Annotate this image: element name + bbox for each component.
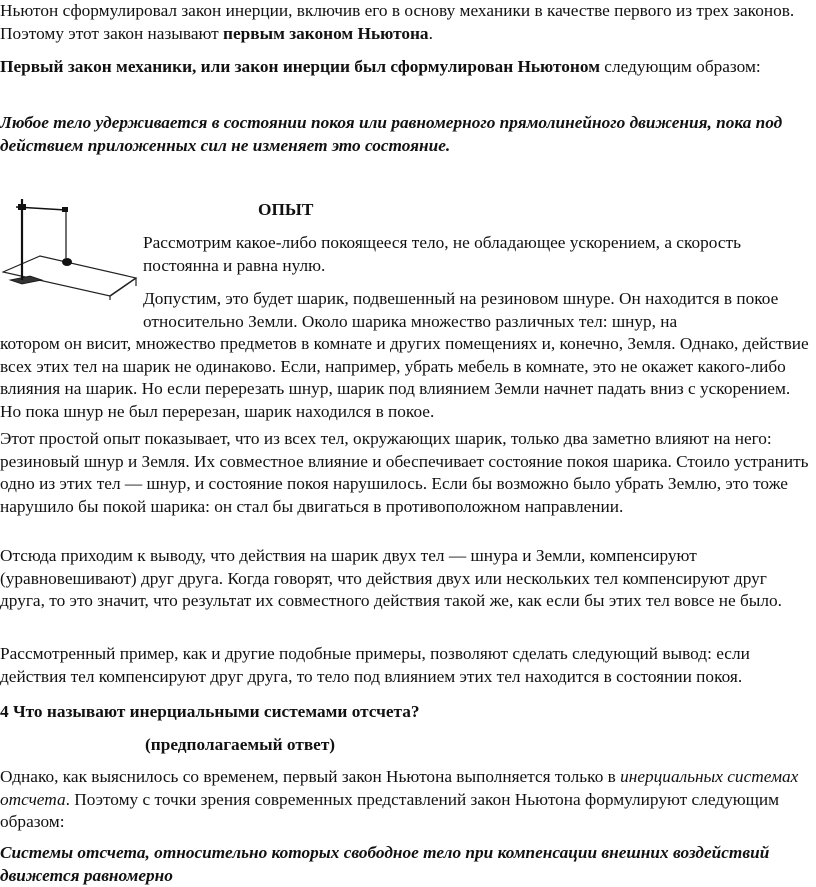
law-intro-bold: Первый закон механики, или закон инерции был сформулирован Ньютоном [0,57,600,76]
inertial-frames-paragraph: Однако, как выяснилось со временем, первый закон Ньютона выполняется только в инерциальных системах отсчета. Поэтому с точки зрения современных представлений закон Ньютона формулируют следующим образом: [0,767,799,832]
experiment-heading: ОПЫТ [258,200,314,219]
experiment-paragraph-2-rest: котором он висит, множество предметов в комнате и других помещениях и, конечно, Земля. Однако, действие всех этих тел на шарик не одинаково. Если, например, убрать мебель в комнате, это не окажет какого-либо влияния на шарик. Но если перерезать шнур, шарик под влиянием Земли начнет падать вниз с ускорением. Но пока шнур не был перерезан, шарик находился в покое. [0,334,809,421]
inertial-frames-definition: Системы отсчета, относительно которых свободное тело при компенсации внешних воздействий движется равномерно [0,843,770,885]
experiment-paragraph-2-start: Допустим, это будет шарик, подвешенный на резиновом шнуре. Он находится в покое относительно Земли. Около шарика множество различных тел: шнур, на [143,289,779,331]
conclusion-paragraph-2: Отсюда приходим к выводу, что действия на шарик двух тел — шнура и Земли, компенсируют (уравновешивают) друг друга. Когда говорят, что действия двух или нескольких тел компенсируют друг друга, то это значит, что результат их совместного действия такой же, как если бы этих тел вовсе не было. [0,546,782,611]
first-law-statement: Любое тело удерживается в состоянии покоя или равномерного прямолинейного движения, пока под действием приложенных сил не изменяет это состояние. [0,113,783,155]
intro-text: Ньютон сформулировал закон инерции, включив его в основу механики в качестве первого из трех законов. Поэтому этот закон называют [0,1,795,43]
law-intro-paragraph: Первый закон механики, или закон инерции был сформулирован Ньютоном следующим образом: [0,57,761,76]
conclusion-paragraph-1: Этот простой опыт показывает, что из всех тел, окружающих шарик, только два заметно влияют на него: резиновый шнур и Земля. Их совместное влияние и обеспечивает состояние покоя шарика. Стоило устранить одно из этих тел — шнур, и состояние покоя нарушилось. Если бы возможно было убрать Землю, это тоже нарушило бы покой шарика: он стал бы двигаться в противоположном направлении. [0,429,809,516]
inertial-frames-term: инерциальных системах отсчета [0,767,799,809]
experiment-paragraph-1: Рассмотрим какое-либо покоящееся тело, не обладающее ускорением, а скорость постоянна и равна нулю. [143,233,741,275]
intro-bold-term: первым законом Ньютона [223,23,429,43]
intro-paragraph: Ньютон сформулировал закон инерции, включив его в основу механики в качестве первого из трех законов. Поэтому этот закон называют первым законом Ньютона. [0,1,795,43]
conclusion-paragraph-3: Рассмотренный пример, как и другие подобные примеры, позволяют сделать следующий вывод: если действия тел компенсируют друг друга, то тело под влиянием этих тел находится в состоянии покоя. [0,644,750,686]
question-4-heading: 4 Что называют инерциальными системами отсчета? [0,702,420,721]
ball-on-rubber-cord-stand-icon [2,196,138,300]
answer-note: (предполагаемый ответ) [145,735,336,754]
